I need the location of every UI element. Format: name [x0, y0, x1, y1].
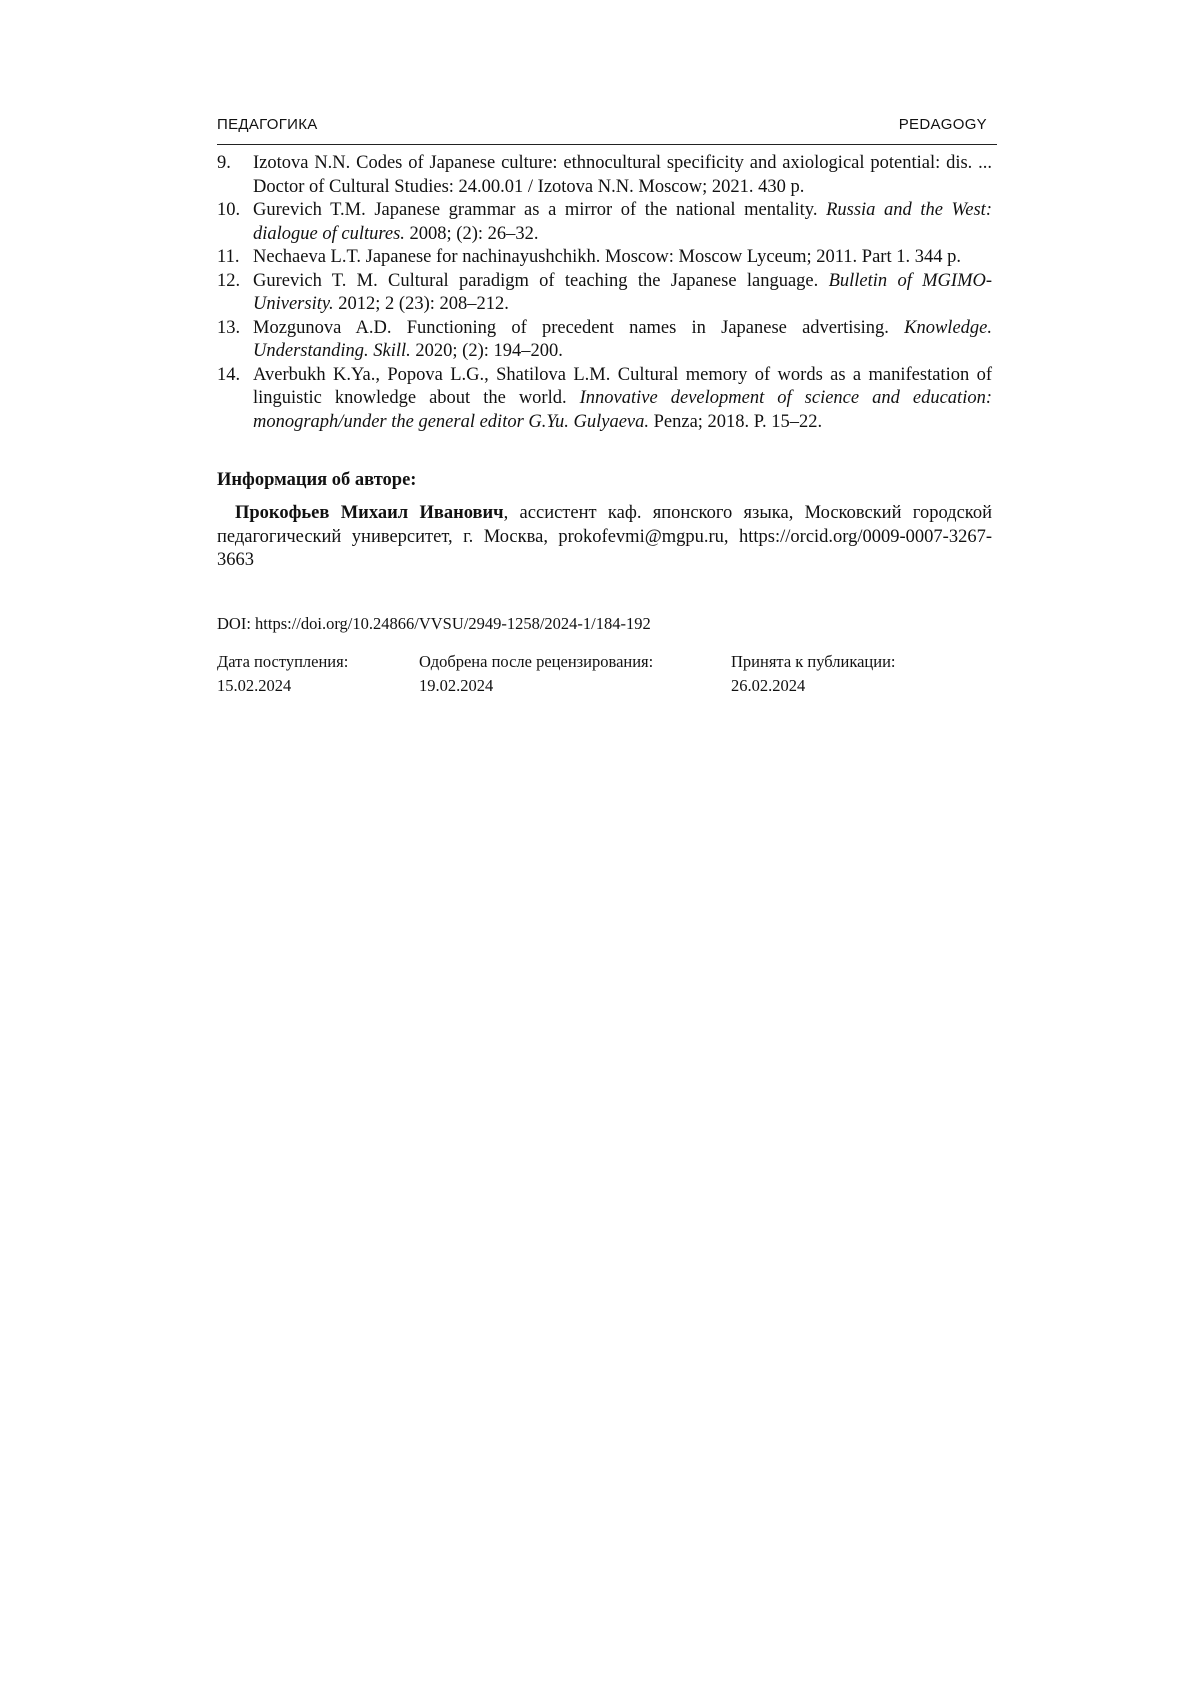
reference-item [217, 270, 992, 317]
reference-text [253, 152, 992, 199]
reference-number: 12. [217, 270, 241, 291]
reference-text-part: Mozgunova A.D. Functioning of precedent names in Japanese advertising. [253, 317, 905, 338]
reference-number: 14. [217, 364, 241, 385]
date-received-label: Дата поступления: [217, 652, 349, 671]
reference-item [217, 152, 992, 199]
reference-text-part: Gurevich T.M. Japanese grammar as a mirror of the national mentality. [253, 200, 827, 220]
author-info-heading: Информация об авторе: [217, 470, 417, 490]
date-accepted-label: Принята к публикации: [731, 652, 896, 671]
reference-item [217, 199, 992, 246]
author-name: Прокофьев Михаил Иванович [235, 503, 504, 523]
reference-text [253, 364, 992, 435]
header-section-en: PEDAGOGY [898, 116, 987, 133]
reference-number: 9. [217, 153, 231, 173]
reference-text [253, 317, 992, 364]
reference-item [217, 246, 992, 270]
header-section-ru: ПЕДАГОГИКА [217, 116, 318, 133]
reference-text-part: 2020; (2): 194–200. [410, 341, 563, 361]
date-accepted-value: 26.02.2024 [731, 676, 806, 695]
date-reviewed-value: 19.02.2024 [419, 676, 494, 695]
date-reviewed-label: Одобрена после рецензирования: [419, 652, 654, 671]
reference-text [253, 270, 992, 317]
date-received-value: 15.02.2024 [217, 676, 292, 695]
reference-text-part: Gurevich T. M. Cultural paradigm of teaching the Japanese language. [253, 270, 829, 291]
reference-list [217, 152, 992, 434]
author-info [217, 502, 992, 573]
reference-item [217, 364, 992, 435]
reference-item [217, 317, 992, 364]
reference-number: 11. [217, 247, 240, 267]
date-received [217, 650, 348, 698]
date-accepted [731, 650, 896, 698]
reference-text [253, 199, 992, 246]
reference-source-italic: Russia and the West: dialogue of cultures. [253, 200, 992, 244]
reference-source-italic: Bulletin of MGIMO-University. [253, 270, 993, 314]
author-details: , ассистент каф. японского языка, Московский городской педагогический университет, г. Москва, prokofevmi@mgpu.ru, https://orcid.org/0009-0007-3267-3663 [217, 503, 992, 570]
reference-text-part: Nechaeva L.T. Japanese for nachinayushchikh. Moscow: Moscow Lyceum; 2011. Part 1. 344 p. [253, 247, 961, 267]
reference-text-part: Averbukh K.Ya., Popova L.G., Shatilova L.M. Cultural memory of words as a manifestation of linguistic knowledge about the world. [253, 364, 992, 408]
date-reviewed [419, 650, 653, 698]
doi-line: DOI: https://doi.org/10.24866/VVSU/2949-1258/2024-1/184-192 [217, 614, 651, 633]
reference-source-italic: Knowledge. Understanding. Skill. [253, 317, 992, 361]
reference-text-part: 2008; (2): 26–32. [404, 223, 539, 244]
reference-text-part: Penza; 2018. P. 15–22. [649, 411, 823, 432]
reference-text-part: Izotova N.N. Codes of Japanese culture: ethnocultural specificity and axiological potential: dis. ... Doctor of Cultural Studies: 24.00.01 / Izotova N.N. Moscow; 2021. 430 p. [253, 153, 992, 197]
reference-source-italic: Innovative development of science and education: monograph/under the general editor G.Yu. Gulyaeva. [253, 388, 992, 432]
reference-text-part: 2012; 2 (23): 208–212. [333, 294, 509, 314]
reference-number: 13. [217, 317, 241, 338]
reference-number: 10. [217, 200, 241, 220]
running-header [217, 116, 997, 145]
reference-text [253, 246, 992, 270]
